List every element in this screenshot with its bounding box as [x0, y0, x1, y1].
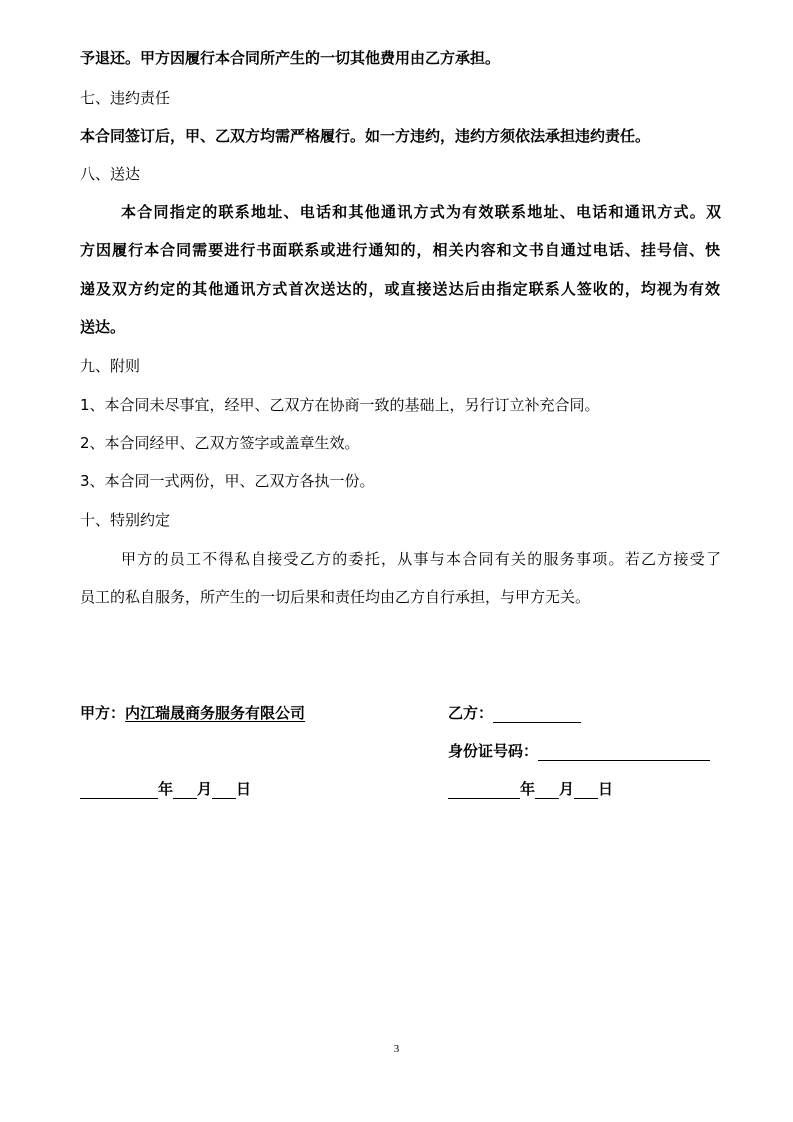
section-title-delivery: 八、送达 — [80, 165, 141, 183]
paragraph-line: 予退还。甲方因履行本合同所产生的一切其他费用由乙方承担。 — [80, 49, 501, 67]
year-blank — [80, 782, 158, 799]
party-b-label: 乙方： — [448, 704, 494, 722]
day-label: 日 — [598, 780, 614, 798]
paragraph-delivery-line-3: 递及双方约定的其他通讯方式首次送达的，或直接送达后由指定联系人签收的，均视为有效 — [80, 280, 720, 298]
year-label: 年 — [520, 780, 536, 798]
id-number-field — [448, 741, 710, 761]
day-blank — [574, 782, 598, 799]
party-b-blank — [493, 706, 581, 723]
paragraph-special-line-1: 甲方的员工不得私自接受乙方的委托，从事与本合同有关的服务事项。若乙方接受了 — [121, 550, 721, 568]
paragraph-breach: 本合同签订后，甲、乙双方均需严格履行。如一方违约，违约方须依法承担违约责任。 — [80, 127, 651, 145]
party-b-date — [448, 779, 613, 799]
paragraph-delivery-line-2: 方因履行本合同需要进行书面联系或进行通知的，相关内容和文书自通过电话、挂号信、快 — [80, 241, 720, 259]
section-title-supplementary: 九、附则 — [80, 357, 141, 375]
month-blank — [535, 782, 559, 799]
page-number: 3 — [393, 1043, 400, 1055]
party-a-label: 甲方： — [80, 704, 126, 722]
party-b-signature — [448, 703, 581, 723]
year-blank — [448, 782, 520, 799]
month-label: 月 — [197, 780, 213, 798]
section-title-special: 十、特别约定 — [80, 511, 171, 529]
paragraph-delivery-line-1: 本合同指定的联系地址、电话和其他通讯方式为有效联系地址、电话和通讯方式。双 — [121, 203, 721, 221]
day-label: 日 — [236, 780, 252, 798]
id-number-blank — [538, 744, 710, 761]
party-a-name: 内江瑞晟商务服务有限公司 — [125, 704, 306, 722]
party-a-date — [80, 779, 251, 799]
month-label: 月 — [559, 780, 575, 798]
paragraph-delivery-line-4: 送达。 — [80, 318, 126, 336]
party-a-signature — [80, 703, 305, 723]
list-item-supplementary-2: 2、本合同经甲、乙双方签字或盖章生效。 — [80, 434, 360, 452]
id-number-label: 身份证号码： — [448, 742, 539, 760]
paragraph-special-line-2: 员工的私自服务，所产生的一切后果和责任均由乙方自行承担，与甲方无关。 — [80, 588, 591, 606]
list-item-supplementary-3: 3、本合同一式两份，甲、乙双方各执一份。 — [80, 472, 375, 490]
day-blank — [212, 782, 236, 799]
section-title-breach: 七、违约责任 — [80, 89, 171, 107]
month-blank — [173, 782, 197, 799]
list-item-supplementary-1: 1、本合同未尽事宜，经甲、乙双方在协商一致的基础上，另行订立补充合同。 — [80, 396, 600, 414]
year-label: 年 — [158, 780, 174, 798]
